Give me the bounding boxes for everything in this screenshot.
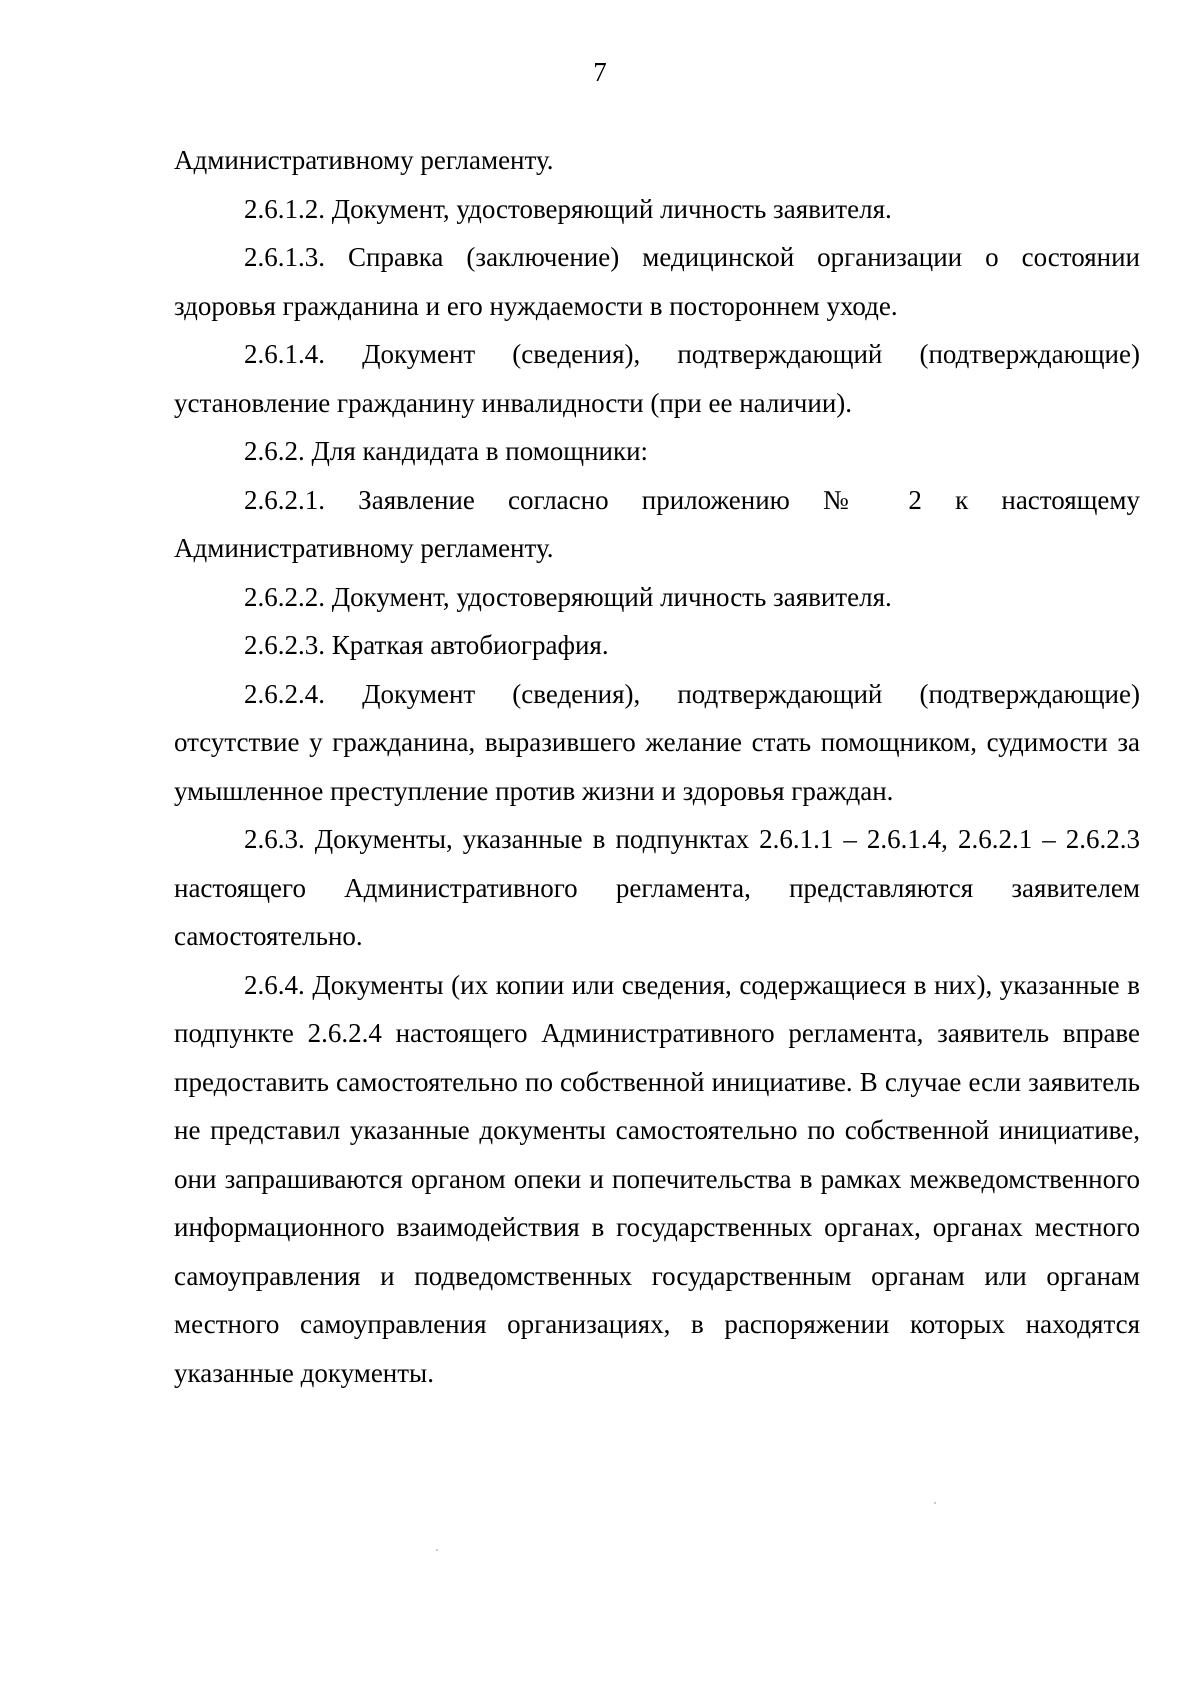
paragraph-continuation: Административному регламенту. bbox=[174, 145, 554, 175]
paragraph-2-6-3: 2.6.3. Документы, указанные в подпунктах 2.6.1.1 – 2.6.1.4, 2.6.2.1 – 2.6.2.3 настоящего Административного регламента, представляются заявителем самостоятельно. bbox=[174, 824, 1140, 951]
paragraph-2-6-2-3: 2.6.2.3. Краткая автобиография. bbox=[244, 630, 609, 660]
paragraph-2-6-1-2: 2.6.1.2. Документ, удостоверяющий личность заявителя. bbox=[244, 193, 892, 224]
paragraph-2-6-2-4: 2.6.2.4. Документ (сведения), подтверждающий (подтверждающие) отсутствие у гражданина, выразившего желание стать помощником, судимости за умышленное преступление против жизни и здоровья граждан. bbox=[174, 678, 1140, 806]
paragraph-2-6-2: 2.6.2. Для кандидата в помощники: bbox=[244, 436, 649, 466]
paragraph-2-6-1-3: 2.6.1.3. Справка (заключение) медицинской организации о состоянии здоровья гражданина и его нуждаемости в постороннем уходе. bbox=[174, 242, 1140, 321]
paragraph-2-6-2-2: 2.6.2.2. Документ, удостоверяющий личность заявителя. bbox=[244, 581, 892, 612]
paragraph-2-6-1-4: 2.6.1.4. Документ (сведения), подтверждающий (подтверждающие) установление гражданину инвалидности (при ее наличии). bbox=[174, 339, 1140, 418]
document-body bbox=[174, 136, 1140, 1397]
scan-speck bbox=[934, 1502, 936, 1504]
paragraph-2-6-4: 2.6.4. Документы (их копии или сведения, содержащиеся в них), указанные в подпункте 2.6.2.4 настоящего Административного регламента, заявитель вправе предоставить самостоятельно по собственной инициативе. В случае если заявитель не представил указанные документы самостоятельно по собственной инициативе, они запрашиваются органом опеки и попечительства в рамках межведомственного информационного взаимодействия в государственных органах, органах местного самоуправления и подведомственных государственным органам или органам местного самоуправления организациях, в распоряжении которых находятся указанные документы. bbox=[174, 969, 1140, 1388]
page-number: 7 bbox=[593, 57, 607, 87]
scan-speck bbox=[436, 1549, 438, 1551]
paragraph-2-6-2-1: 2.6.2.1. Заявление согласно приложению № 2 к настоящему Административному регламенту. bbox=[174, 484, 1140, 563]
